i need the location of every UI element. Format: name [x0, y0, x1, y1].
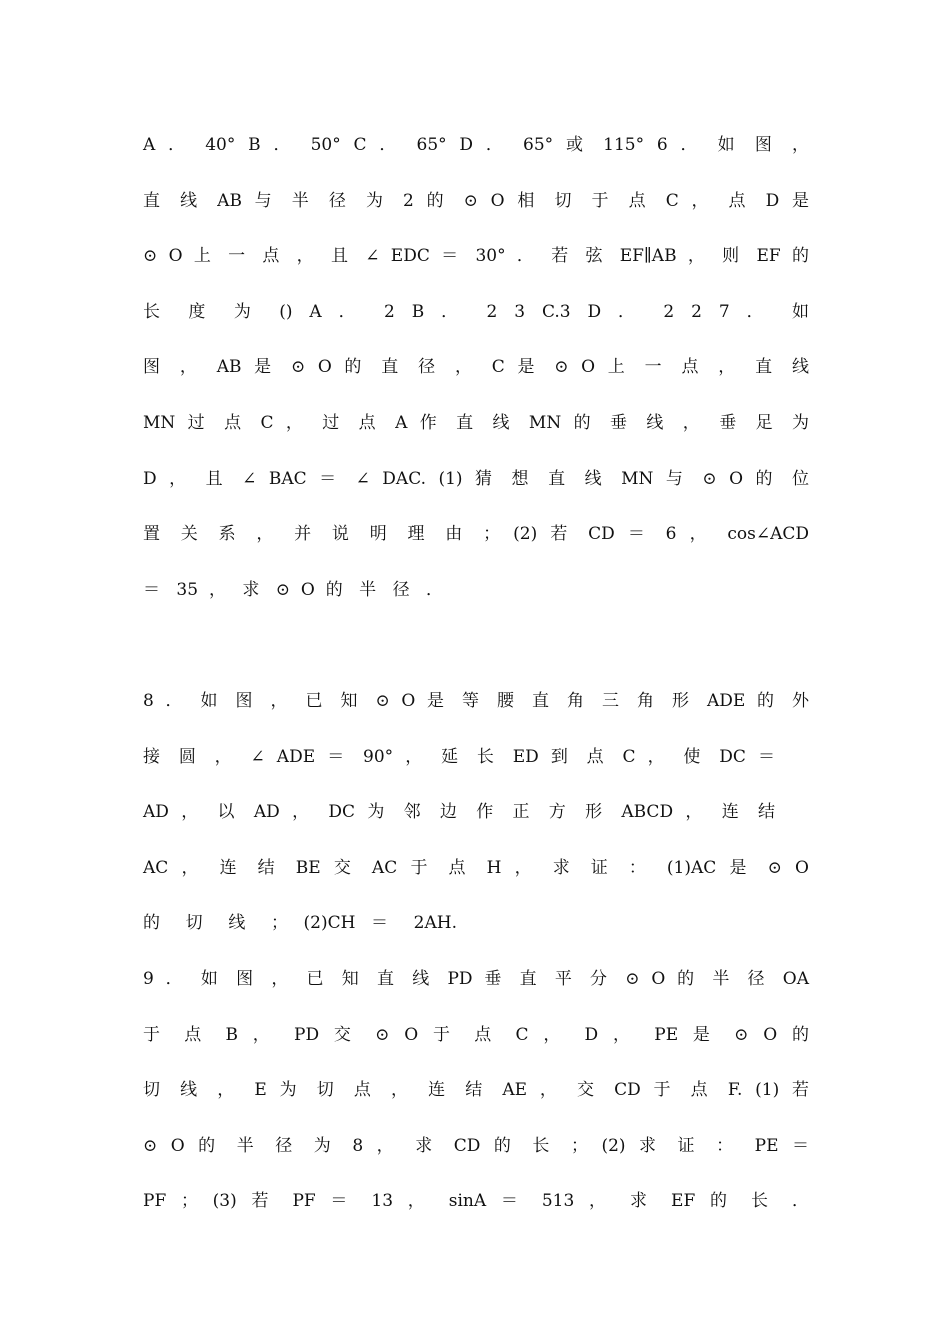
text-line: 8 ． 如 图 ， 已 知 ⊙ O 是 等 腰 直 角 三 角 形 ADE 的 外: [143, 691, 809, 711]
text-line: ＝ 35 ， 求 ⊙ O 的 半 径 ．: [143, 580, 443, 600]
text-line: 9 ． 如 图 ， 已 知 直 线 PD 垂 直 平 分 ⊙ O 的 半 径 OA: [143, 969, 809, 989]
text-line: AC ， 连 结 BE 交 AC 于 点 H ， 求 证 ： (1)AC 是 ⊙ O: [143, 858, 809, 878]
text-line: ⊙ O 的 半 径 为 8 ， 求 CD 的 长 ； (2) 求 证 ： PE ＝: [143, 1136, 809, 1156]
text-line: AD ， 以 AD ， DC 为 邻 边 作 正 方 形 ABCD ， 连 结: [143, 802, 775, 822]
text-line: 切 线 ， E 为 切 点 ， 连 结 AE ， 交 CD 于 点 F. (1) 若: [143, 1080, 809, 1100]
text-line: 于 点 B ， PD 交 ⊙ O 于 点 C ， D ， PE 是 ⊙ O 的: [143, 1025, 809, 1045]
text-line: 长 度 为 () A ． 2 B ． 2 3 C.3 D ． 2 2 7 ． 如: [143, 302, 809, 322]
text-line: ⊙ O 上 一 点 ， 且 ∠ EDC ＝ 30° ． 若 弦 EF∥AB ， 则 EF 的: [143, 246, 809, 266]
text-line: D ， 且 ∠ BAC ＝ ∠ DAC. (1) 猜 想 直 线 MN 与 ⊙ O 的 位: [143, 469, 809, 489]
text-line: 接 圆 ， ∠ ADE ＝ 90° ， 延 长 ED 到 点 C ， 使 DC ＝: [143, 747, 775, 767]
text-line: 直 线 AB 与 半 径 为 2 的 ⊙ O 相 切 于 点 C ， 点 D 是: [143, 191, 809, 211]
text-line: A ． 40° B ． 50° C ． 65° D ． 65° 或 115° 6 ． 如 图 ，: [143, 135, 809, 155]
text-line: 的 切 线 ； (2)CH ＝ 2AH.: [143, 913, 457, 933]
text-line: 置 关 系 ， 并 说 明 理 由 ； (2) 若 CD ＝ 6 ， cos∠ACD: [143, 524, 809, 544]
text-line: MN 过 点 C ， 过 点 A 作 直 线 MN 的 垂 线 ， 垂 足 为: [143, 413, 809, 433]
text-line: PF ； (3) 若 PF ＝ 13 ， sinA ＝ 513 ， 求 EF 的 长 ．: [143, 1191, 809, 1211]
text-line: 图 ， AB 是 ⊙ O 的 直 径 ， C 是 ⊙ O 上 一 点 ， 直 线: [143, 357, 809, 377]
